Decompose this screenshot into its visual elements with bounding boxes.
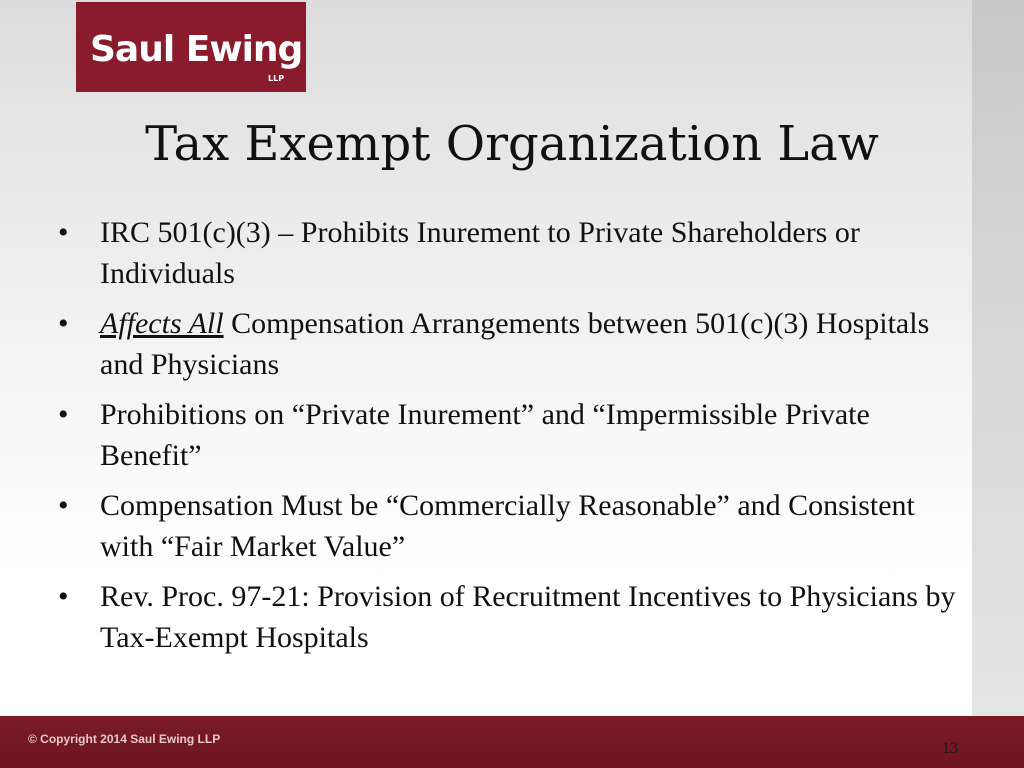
bullet-item — [54, 394, 969, 476]
bullet-text: Compensation Must be “Commercially Reasonable” and Consistent with “Fair Market Value” — [100, 489, 915, 563]
bullet-marker: • — [58, 398, 69, 431]
bullet-marker: • — [58, 307, 69, 340]
saul-ewing-logo — [76, 2, 306, 92]
slide-number: 13 — [942, 740, 958, 757]
bullet-item — [54, 576, 969, 658]
copyright-notice: © Copyright 2014 Saul Ewing LLP — [28, 732, 221, 746]
right-side-band — [972, 0, 1024, 716]
bullet-text: Rev. Proc. 97-21: Provision of Recruitment Incentives to Physicians by Tax-Exempt Hospitals — [100, 580, 956, 654]
bullet-marker: • — [58, 580, 69, 613]
bullet-emphasis: Affects All — [100, 307, 224, 340]
bullet-list — [54, 212, 969, 667]
bullet-item — [54, 212, 969, 294]
bullet-text: Compensation Arrangements between 501(c)(3) Hospitals and Physicians — [100, 307, 930, 381]
bullet-item — [54, 485, 969, 567]
logo-wordmark: Saul Ewing — [90, 29, 303, 70]
bullet-text: Prohibitions on “Private Inurement” and “Impermissible Private Benefit” — [100, 398, 870, 472]
slide-title: Tax Exempt Organization Law — [145, 116, 879, 172]
bullet-text: IRC 501(c)(3) – Prohibits Inurement to Private Shareholders or Individuals — [100, 216, 860, 290]
footer-bar — [0, 716, 1024, 768]
logo-suffix: LLP — [268, 74, 285, 83]
bullet-marker: • — [58, 216, 69, 249]
bullet-item — [54, 303, 969, 385]
bullet-marker: • — [58, 489, 69, 522]
